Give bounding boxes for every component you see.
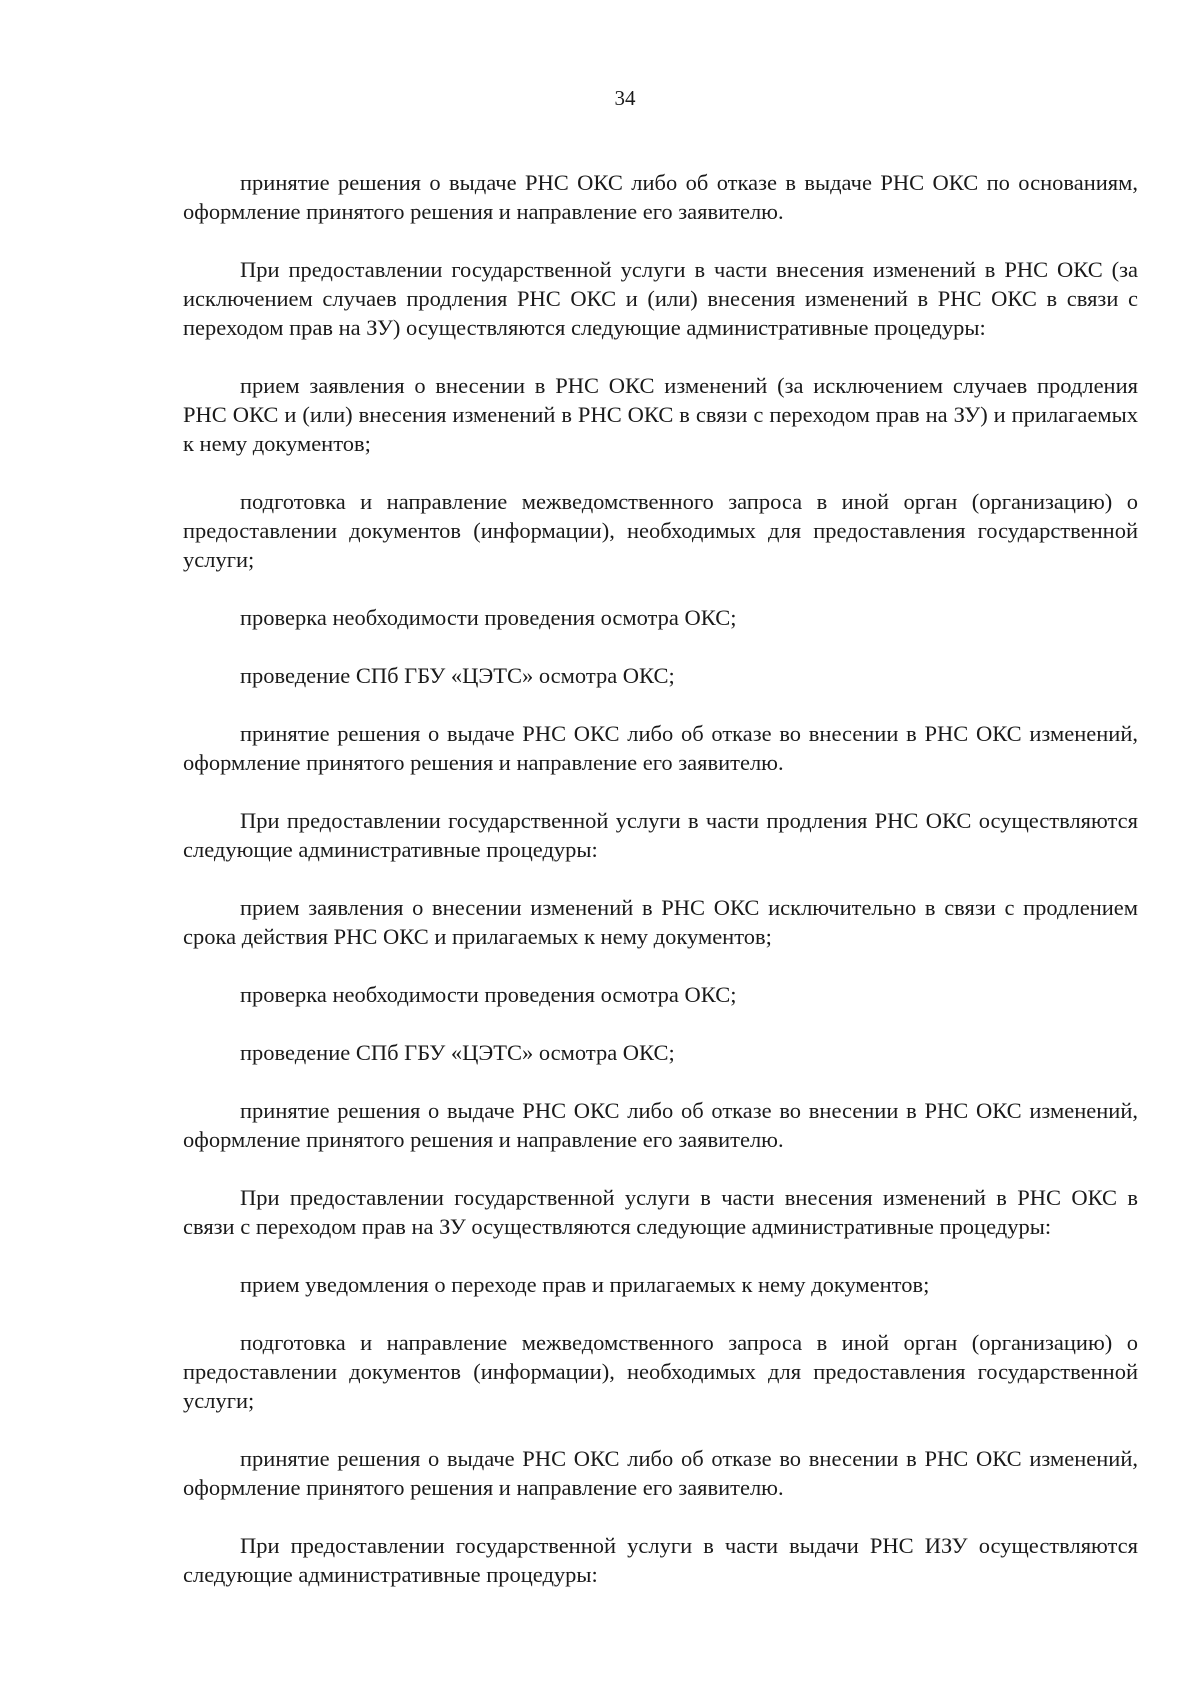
paragraph-changes-application: прием заявления о внесении в РНС ОКС изменений (за исключением случаев продления РНС ОКС и (или) внесения изменений в РНС ОКС в связи с переходом прав на ЗУ) и прилагаемых к нему документов; [183, 373, 1138, 456]
paragraph-rights-transfer-request: подготовка и направление межведомственного запроса в иной орган (организацию) о предоставлении документов (информации), необходимых для предоставления государственной услуги; [183, 1330, 1138, 1413]
paragraph-decision-issue: принятие решения о выдаче РНС ОКС либо об отказе в выдаче РНС ОКС по основаниям, оформление принятого решения и направление его заявителю. [183, 170, 1138, 224]
paragraph-inspection: проведение СПб ГБУ «ЦЭТС» осмотра ОКС; [240, 663, 675, 688]
page-number: 34 [614, 86, 636, 110]
paragraph-interagency-request: подготовка и направление межведомственного запроса в иной орган (организацию) о предоставлении документов (информации), необходимых для предоставления государственной услуги; [183, 489, 1138, 572]
paragraph-izu-intro: При предоставлении государственной услуги в части выдачи РНС ИЗУ осуществляются следующие административные процедуры: [183, 1533, 1138, 1587]
document-body [183, 168, 1138, 1589]
paragraph-extension-intro: При предоставлении государственной услуги в части продления РНС ОКС осуществляются следующие административные процедуры: [183, 808, 1138, 862]
paragraph-extension-decision: принятие решения о выдаче РНС ОКС либо об отказе во внесении в РНС ОКС изменений, оформление принятого решения и направление его заявителю. [183, 1098, 1138, 1152]
paragraph-changes-decision: принятие решения о выдаче РНС ОКС либо об отказе во внесении в РНС ОКС изменений, оформление принятого решения и направление его заявителю. [183, 721, 1138, 775]
paragraph-inspection-check: проверка необходимости проведения осмотра ОКС; [240, 605, 737, 630]
paragraph-extension-application: прием заявления о внесении изменений в РНС ОКС исключительно в связи с продлением срока действия РНС ОКС и прилагаемых к нему документов; [183, 895, 1138, 949]
paragraph-changes-intro: При предоставлении государственной услуги в части внесения изменений в РНС ОКС (за исключением случаев продления РНС ОКС и (или) внесения изменений в РНС ОКС в связи с переходом прав на ЗУ) осуществляются следующие административные процедуры: [183, 257, 1138, 340]
paragraph-extension-inspection: проведение СПб ГБУ «ЦЭТС» осмотра ОКС; [240, 1040, 675, 1065]
paragraph-rights-transfer-intro: При предоставлении государственной услуги в части внесения изменений в РНС ОКС в связи с переходом прав на ЗУ осуществляются следующие административные процедуры: [183, 1185, 1138, 1239]
paragraph-rights-transfer-decision: принятие решения о выдаче РНС ОКС либо об отказе во внесении в РНС ОКС изменений, оформление принятого решения и направление его заявителю. [183, 1446, 1138, 1500]
paragraph-rights-transfer-notice: прием уведомления о переходе прав и прилагаемых к нему документов; [240, 1272, 930, 1297]
paragraph-extension-inspection-check: проверка необходимости проведения осмотра ОКС; [240, 982, 737, 1007]
